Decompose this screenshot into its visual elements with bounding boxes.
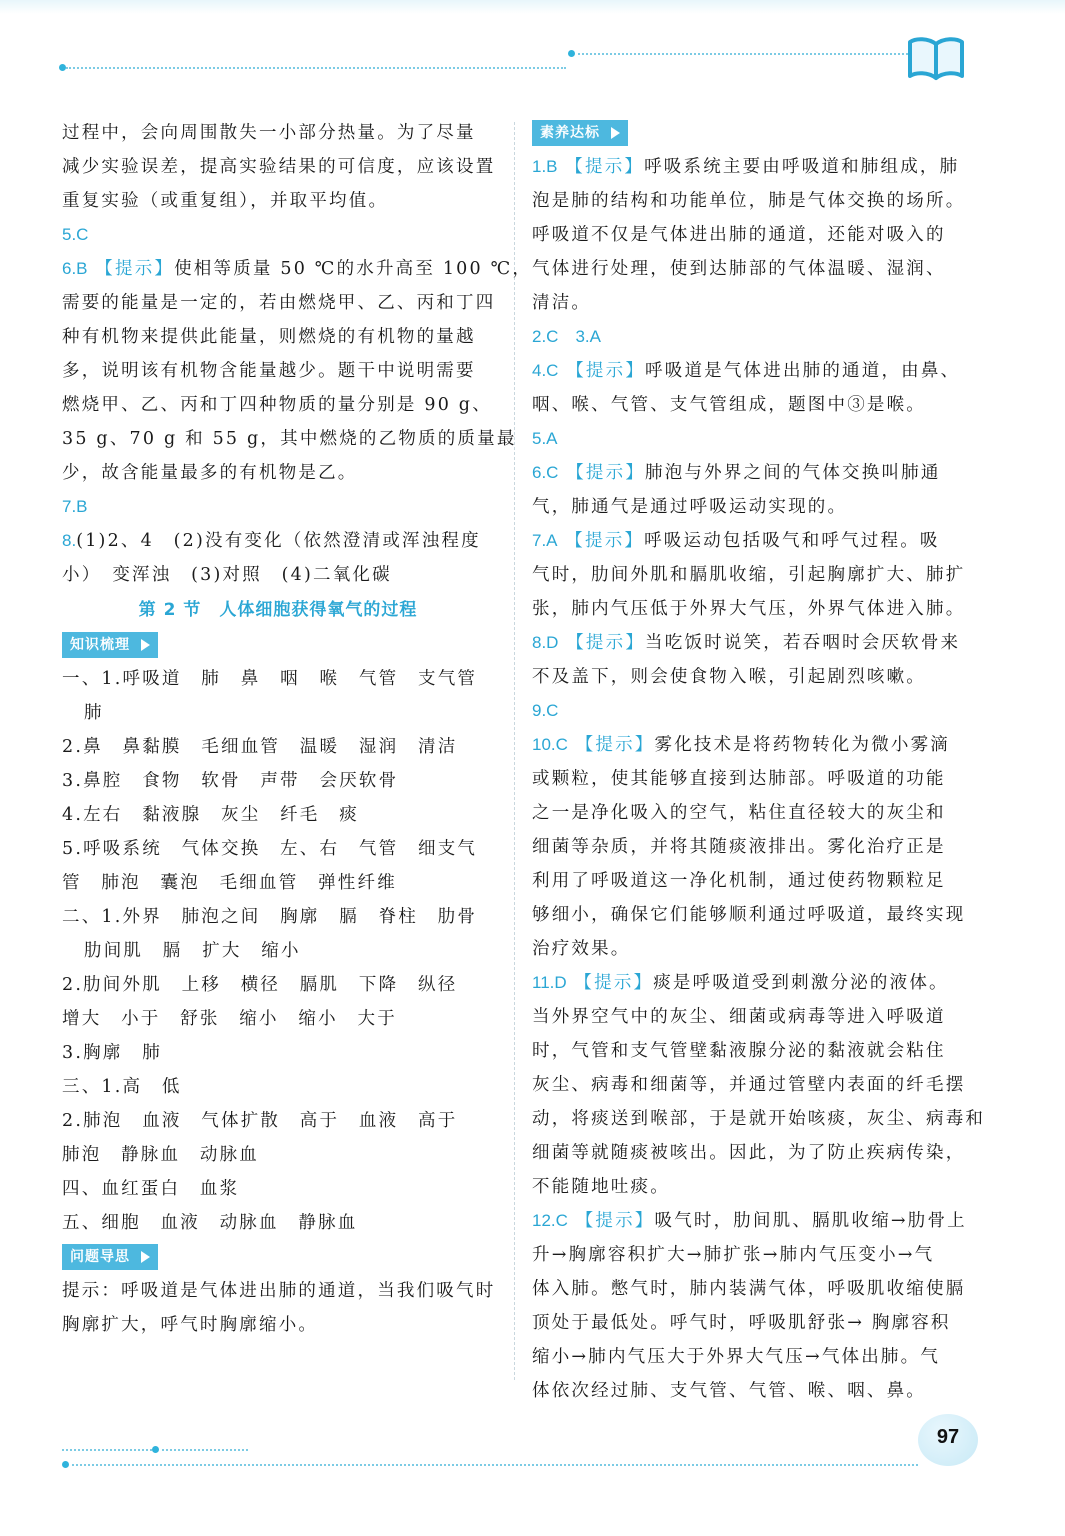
text-line: 时，气管和支气管壁黏液腺分泌的黏液就会粘住 <box>532 1041 946 1061</box>
text-line: 多，说明该有机物含能量越少。题干中说明需要 <box>62 361 476 381</box>
answer-line: 7.B <box>62 497 88 516</box>
text-line: 缩小→肺内气压大于外界大气压→气体出肺。气 <box>532 1347 941 1367</box>
header-dot <box>568 50 575 57</box>
answer-line: 6.B 【提示】使相等质量 50 ℃的水升高至 100 ℃， <box>62 259 533 279</box>
text-line: 够细小，确保它们能够顺利通过呼吸道，最终实现 <box>532 905 966 925</box>
knowledge-line: 增大 小于 舒张 缩小 缩小 大于 <box>62 1009 397 1029</box>
knowledge-line: 2.肋间外肌 上移 横径 膈肌 下降 纵径 <box>62 975 458 995</box>
text-line: 清洁。 <box>532 293 592 313</box>
knowledge-line: 一、1.呼吸道 肺 鼻 咽 喉 气管 支气管 <box>62 669 478 689</box>
answer-line: 8.D 【提示】当吃饭时说笑，若吞咽时会厌软骨来 <box>532 633 961 653</box>
play-arrow-icon <box>141 1251 150 1263</box>
play-arrow-icon <box>141 639 150 651</box>
text-line: 当外界空气中的灰尘、细菌或病毒等进入呼吸道 <box>532 1007 946 1027</box>
knowledge-list <box>62 662 494 1240</box>
text-line: 重复实验（或重复组），并取平均值。 <box>62 191 389 211</box>
text-line: 燃烧甲、乙、丙和丁四种物质的量分别是 90 g、 <box>62 395 492 415</box>
text-line: 提示：呼吸道是气体进出肺的通道，当我们吸气时 <box>62 1281 496 1301</box>
page-number: 97 <box>936 1426 960 1448</box>
knowledge-tag: 知识梳理 <box>62 632 158 658</box>
literacy-answers <box>532 150 986 1408</box>
text-line: 动，将痰送到喉部，于是就开始咳痰，灰尘、病毒和 <box>532 1109 986 1129</box>
answer-line: 9.C <box>532 701 559 720</box>
text-line: 减少实验误差，提高实验结果的可信度，应该设置 <box>62 157 496 177</box>
answers-continued <box>62 116 533 592</box>
text-line: 需要的能量是一定的，若由燃烧甲、乙、丙和丁四 <box>62 293 496 313</box>
text-line: 治疗效果。 <box>532 939 631 959</box>
text-line: 或颗粒，使其能够直接到达肺部。呼吸道的功能 <box>532 769 946 789</box>
answer-line: 8.(1)2、4 (2)没有变化（依然澄清或浑浊程度 <box>62 531 481 551</box>
question-text <box>62 1274 494 1342</box>
knowledge-line: 管 肺泡 囊泡 毛细血管 弹性纤维 <box>62 873 397 893</box>
text-line: 少，故含能量最多的有机物是乙。 <box>62 463 358 483</box>
answer-line: 2.C 3.A <box>532 327 601 346</box>
knowledge-line: 2.肺泡 血液 气体扩散 高于 血液 高于 <box>62 1111 458 1131</box>
section-heading: 人体细胞获得氧气的过程 <box>219 600 418 620</box>
question-tag: 问题导思 <box>62 1244 158 1270</box>
answer-line: 1.B 【提示】呼吸系统主要由呼吸道和肺组成，肺 <box>532 157 960 177</box>
header-dotted-line <box>66 67 566 69</box>
text-line: 种有机物来提供此能量，则燃烧的有机物的量越 <box>62 327 476 347</box>
knowledge-line: 五、细胞 血液 动脉血 静脉血 <box>62 1213 358 1233</box>
text-line: 顶处于最低处。呼气时，呼吸肌舒张→ 胸廓容积 <box>532 1313 951 1333</box>
text-line: 体依次经过肺、支气管、气管、喉、咽、鼻。 <box>532 1381 926 1401</box>
knowledge-line: 4.左右 黏液腺 灰尘 纤毛 痰 <box>62 805 359 825</box>
answer-line: 10.C 【提示】雾化技术是将药物转化为微小雾滴 <box>532 735 950 755</box>
text-line: 不及盖下，则会使食物入喉，引起剧烈咳嗽。 <box>532 667 926 687</box>
knowledge-line: 2.鼻 鼻黏膜 毛细血管 温暖 湿润 清洁 <box>62 737 458 757</box>
book-icon <box>906 34 966 82</box>
text-line: 35 g、70 g 和 55 g，其中燃烧的乙物质的质量最 <box>62 429 517 449</box>
text-line: 小） 变浑浊 (3)对照 (4)二氧化碳 <box>62 565 392 585</box>
text-line: 细菌等杂质，并将其随痰液排出。雾化治疗正是 <box>532 837 946 857</box>
literacy-tag: 素养达标 <box>532 120 628 146</box>
footer-dot <box>152 1446 159 1453</box>
text-line: 呼吸道不仅是气体进出肺的通道，还能对吸入的 <box>532 225 946 245</box>
knowledge-line: 肺泡 静脉血 动脉血 <box>62 1145 259 1165</box>
footer-dotted-line <box>72 1464 918 1466</box>
column-divider <box>514 122 515 1380</box>
text-line: 泡是肺的结构和功能单位，肺是气体交换的场所。 <box>532 191 966 211</box>
answer-line: 5.A <box>532 429 558 448</box>
knowledge-line: 5.呼吸系统 气体交换 左、右 气管 细支气 <box>62 839 478 859</box>
text-line: 不能随地吐痰。 <box>532 1177 670 1197</box>
knowledge-line: 四、血红蛋白 血浆 <box>62 1179 240 1199</box>
answer-line: 11.D 【提示】痰是呼吸道受到刺激分泌的液体。 <box>532 973 949 993</box>
page-number-badge <box>918 1412 982 1468</box>
header-dot <box>59 64 66 71</box>
text-line: 咽、喉、气管、支气管组成，题图中③是喉。 <box>532 395 926 415</box>
text-line: 气时，肋间外肌和膈肌收缩，引起胸廓扩大、肺扩 <box>532 565 966 585</box>
answer-line: 12.C 【提示】吸气时，肋间肌、膈肌收缩→肋骨上 <box>532 1211 967 1231</box>
text-line: 过程中，会向周围散失一小部分热量。为了尽量 <box>62 123 476 143</box>
text-line: 张，肺内气压低于外界大气压，外界气体进入肺。 <box>532 599 966 619</box>
text-line: 气，肺通气是通过呼吸运动实现的。 <box>532 497 848 517</box>
text-line: 细菌等就随痰被咳出。因此，为了防止疾病传染， <box>532 1143 966 1163</box>
text-line: 气体进行处理，使到达肺部的气体温暖、湿润、 <box>532 259 946 279</box>
section-title <box>62 592 494 628</box>
header-dotted-line <box>578 53 908 55</box>
knowledge-line: 二、1.外界 肺泡之间 胸廓 膈 脊柱 肋骨 <box>62 907 478 927</box>
footer-dot <box>62 1461 69 1468</box>
text-line: 胸廓扩大，呼气时胸廓缩小。 <box>62 1315 319 1335</box>
text-line: 升→胸廓容积扩大→肺扩张→肺内气压变小→气 <box>532 1245 935 1265</box>
answer-line: 4.C 【提示】呼吸道是气体进出肺的通道，由鼻、 <box>532 361 961 381</box>
left-column <box>62 116 533 1342</box>
footer-dotted-line <box>162 1449 248 1451</box>
knowledge-line: 肺 <box>84 703 104 723</box>
text-line: 之一是净化吸入的空气，粘住直径较大的灰尘和 <box>532 803 946 823</box>
right-column <box>532 116 986 1408</box>
knowledge-line: 3.胸廓 肺 <box>62 1043 162 1063</box>
text-line: 灰尘、病毒和细菌等，并通过管壁内表面的纤毛摆 <box>532 1075 966 1095</box>
knowledge-line: 3.鼻腔 食物 软骨 声带 会厌软骨 <box>62 771 399 791</box>
answer-line: 6.C 【提示】肺泡与外界之间的气体交换叫肺通 <box>532 463 941 483</box>
text-line: 利用了呼吸道这一净化机制，通过使药物颗粒足 <box>532 871 946 891</box>
knowledge-line: 三、1.高 低 <box>62 1077 182 1097</box>
footer-dotted-line <box>62 1449 152 1451</box>
answer-line: 7.A 【提示】呼吸运动包括吸气和呼气过程。吸 <box>532 531 940 551</box>
text-line: 体入肺。憋气时，肺内装满气体，呼吸肌收缩使膈 <box>532 1279 966 1299</box>
play-arrow-icon <box>611 127 620 139</box>
answer-line: 5.C <box>62 225 89 244</box>
section-label: 第 2 节 <box>138 600 202 620</box>
top-band <box>0 0 1065 14</box>
knowledge-line: 肋间肌 膈 扩大 缩小 <box>84 941 301 961</box>
